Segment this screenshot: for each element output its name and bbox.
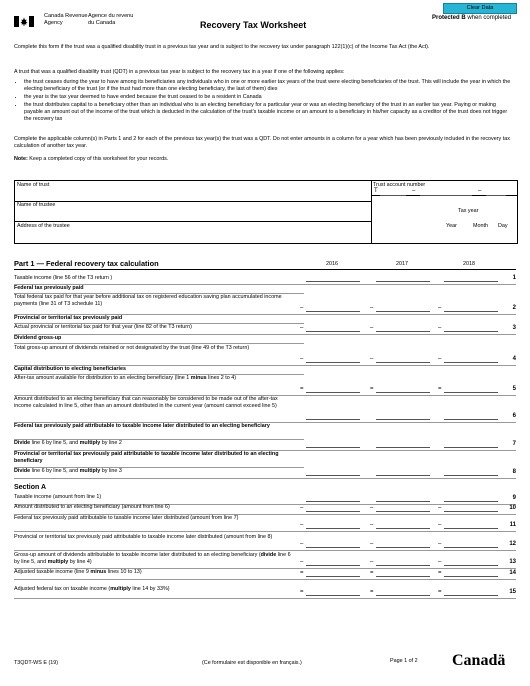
operator-sign: – xyxy=(438,356,442,362)
row-label: Federal tax previously paid attributable to taxable income later distributed (amount from line 7) xyxy=(14,515,239,521)
line-number: 13 xyxy=(509,559,516,565)
row-label: Total gross-up amount of dividends retained or not designated by the trust (line 49 of the T3 return) xyxy=(14,345,250,351)
operator-sign: = xyxy=(300,570,304,576)
name-of-trustee-input[interactable] xyxy=(15,209,369,219)
amount-input[interactable] xyxy=(306,392,360,393)
line-number: 7 xyxy=(512,441,516,447)
amount-input[interactable] xyxy=(444,547,498,548)
row-heading: Capital distribution to electing beneficiaries xyxy=(14,366,127,372)
amount-input[interactable] xyxy=(376,565,430,566)
amount-input[interactable] xyxy=(376,447,430,448)
amount-input[interactable] xyxy=(376,475,430,476)
amount-input[interactable] xyxy=(444,511,498,512)
operator-sign: – xyxy=(438,541,442,547)
operator-sign: – xyxy=(300,356,304,362)
amount-input[interactable] xyxy=(306,547,360,548)
protected-label: Protected B when completed xyxy=(432,15,512,21)
operator-sign: – xyxy=(438,559,442,565)
intro-bullet: • the trust ceases during the year to have among its beneficiaries any individuals who in one or more earlier tax years of the trust were electing beneficiaries of the trust. This will include the year in which the electing beneficiary of the trust (or if the trust had more than one electing beneficiary, the last of them) dies xyxy=(24,79,516,93)
trust-account-label: Trust account number xyxy=(373,182,426,188)
amount-input[interactable] xyxy=(376,501,430,502)
amount-input[interactable] xyxy=(306,511,360,512)
amount-input[interactable] xyxy=(444,392,498,393)
agency-name-en: Canada Revenue Agency xyxy=(44,13,88,26)
amount-input[interactable] xyxy=(444,475,498,476)
trust-account-prefix: T xyxy=(374,188,378,194)
operator-sign: = xyxy=(370,570,374,576)
operator-sign: – xyxy=(370,522,374,528)
intro-bullet: • the year is the tax year deemed to have ended because the trust ceased to be a resident in Canada xyxy=(24,94,516,101)
amount-input[interactable] xyxy=(376,281,430,282)
row-heading: Dividend gross-up xyxy=(14,335,62,341)
operator-sign: – xyxy=(300,522,304,528)
operator-sign: – xyxy=(438,325,442,331)
amount-input[interactable] xyxy=(444,331,498,332)
row-label: Taxable income (line 56 of the T3 return ) xyxy=(14,275,113,281)
note: Note: Keep a completed copy of this worksheet for your records. xyxy=(14,156,169,162)
operator-sign: = xyxy=(438,570,442,576)
amount-input[interactable] xyxy=(444,281,498,282)
amount-input[interactable] xyxy=(376,528,430,529)
trust-account-input[interactable]: – – xyxy=(380,188,506,195)
row-heading: Federal tax previously paid attributable to taxable income later distributed to an electing beneficiary xyxy=(14,423,270,429)
amount-input[interactable] xyxy=(376,331,430,332)
amount-input[interactable] xyxy=(306,475,360,476)
amount-input[interactable] xyxy=(376,511,430,512)
row-label: Divide line 6 by line 5, and multiply by line 2 xyxy=(14,440,122,446)
amount-input[interactable] xyxy=(306,311,360,312)
amount-input[interactable] xyxy=(306,447,360,448)
day-label: Day xyxy=(498,223,508,229)
amount-input[interactable] xyxy=(376,392,430,393)
agency-name-fr: Agence du revenu du Canada xyxy=(88,13,134,26)
row-divider xyxy=(14,550,516,551)
amount-input[interactable] xyxy=(444,595,498,596)
row-divider xyxy=(14,343,304,344)
year-column-header: 2017 xyxy=(396,261,408,267)
amount-input[interactable] xyxy=(444,528,498,529)
line-number: 1 xyxy=(512,275,516,281)
tax-year-date-input[interactable] xyxy=(440,230,514,240)
row-label: Actual provincial or territorial tax paid for that year (line 82 of the T3 return) xyxy=(14,324,192,330)
operator-sign: = xyxy=(438,386,442,392)
address-label: Address of the trustee xyxy=(17,223,70,229)
row-label: Taxable income (amount from line 1) xyxy=(14,494,102,500)
line-number: 15 xyxy=(509,589,516,595)
operator-sign: = xyxy=(300,589,304,595)
amount-input[interactable] xyxy=(306,331,360,332)
row-label: After-tax amount available for distribution to an electing beneficiary (line 1 minus lines 2 to 4) xyxy=(14,375,237,381)
amount-input[interactable] xyxy=(444,576,498,577)
french-availability: (Ce formulaire est disponible en français.) xyxy=(202,660,302,666)
line-number: 9 xyxy=(512,495,516,501)
row-heading: Provincial or territorial tax previously paid attributable to taxable income later distributed to an electing beneficiary xyxy=(14,451,279,464)
amount-input[interactable] xyxy=(306,595,360,596)
amount-input[interactable] xyxy=(444,311,498,312)
row-label: Gross-up amount of dividends attributable to taxable income later distributed to an electing beneficiary (divide line 6 by line 5, and multiply by line 4) xyxy=(14,552,291,565)
operator-sign: – xyxy=(370,305,374,311)
operator-sign: – xyxy=(438,305,442,311)
line-number: 4 xyxy=(512,356,516,362)
row-divider xyxy=(14,598,516,599)
row-label: Amount distributed to an electing beneficiary (amount from line 6) xyxy=(14,504,170,510)
canada-flag-icon xyxy=(14,14,34,25)
intro-bullet: • the trust distributes capital to a beneficiary other than an individual who is an electing beneficiary for a particular year or was an electing beneficiary of the trust in an earlier tax year. Paying or making payable an amount out of the income of the trust which is deducted in the calculation of the trust's taxable income or an amount to a beneficiary in his/her capacity as a creditor of the trust does not trigger the recovery tax xyxy=(24,102,516,123)
line-number: 8 xyxy=(512,469,516,475)
operator-sign: – xyxy=(370,559,374,565)
row-divider xyxy=(14,579,516,580)
operator-sign: = xyxy=(370,589,374,595)
amount-input[interactable] xyxy=(376,311,430,312)
row-label: Provincial or territorial tax previously paid attributable to taxable income later distributed (amount from line 8) xyxy=(14,534,273,540)
row-label: Divide line 6 by line 5, and multiply by line 3 xyxy=(14,468,122,474)
operator-sign: – xyxy=(300,325,304,331)
operator-sign: – xyxy=(370,325,374,331)
line-number: 14 xyxy=(509,570,516,576)
operator-sign: – xyxy=(300,559,304,565)
operator-sign: – xyxy=(300,505,304,511)
row-heading: Provincial or territorial tax previously paid xyxy=(14,315,123,321)
line-number: 11 xyxy=(509,522,516,528)
row-label: Total federal tax paid for that year before additional tax on registered education saving plan accumulated income payments (line 31 of T3 schedule 11) xyxy=(14,294,282,307)
amount-input[interactable] xyxy=(444,501,498,502)
name-of-trustee-label: Name of trustee xyxy=(17,202,56,208)
amount-input[interactable] xyxy=(376,576,430,577)
operator-sign: = xyxy=(438,589,442,595)
amount-input[interactable] xyxy=(306,528,360,529)
intro-paragraph-1: Complete this form if the trust was a qualified disability trust in a previous tax year and is subject to the recovery tax under paragraph 122(1)(c) of the Income Tax Act (the Act). xyxy=(14,44,430,50)
line-number: 2 xyxy=(512,305,516,311)
intro-paragraph-2: A trust that was a qualified disability trust (QDT) in a previous tax year is subject to the recovery tax in a year if one of the following applies: xyxy=(14,69,345,75)
address-input[interactable] xyxy=(15,230,369,240)
operator-sign: – xyxy=(300,305,304,311)
tax-year-label: Tax year xyxy=(458,208,479,214)
row-label: Amount distributed to an electing beneficiary that can reasonably be considered to be made out of the after-tax income calculated in line 5, other than an amount distributed in the current year (amount cannot exceed line 5) xyxy=(14,396,278,409)
amount-input[interactable] xyxy=(376,595,430,596)
intro-bullet-list xyxy=(14,79,516,124)
year-label: Year xyxy=(446,223,457,229)
name-of-trust-label: Name of trust xyxy=(17,182,50,188)
name-of-trust-input[interactable] xyxy=(15,189,369,199)
clear-data-button[interactable]: Clear Data xyxy=(443,3,517,14)
line-number: 12 xyxy=(509,541,516,547)
row-divider xyxy=(14,478,516,479)
amount-input[interactable] xyxy=(306,281,360,282)
amount-input[interactable] xyxy=(444,362,498,363)
part1-title: Part 1 — Federal recovery tax calculation xyxy=(14,259,159,268)
amount-input[interactable] xyxy=(306,565,360,566)
amount-input[interactable] xyxy=(444,565,498,566)
amount-input[interactable] xyxy=(444,419,498,420)
operator-sign: – xyxy=(438,522,442,528)
line-number: 3 xyxy=(512,325,516,331)
year-column-header: 2016 xyxy=(326,261,338,267)
month-label: Month xyxy=(473,223,488,229)
amount-input[interactable] xyxy=(306,501,360,502)
page-title: Recovery Tax Worksheet xyxy=(200,20,307,30)
page-number: Page 1 of 2 xyxy=(390,658,418,664)
operator-sign: – xyxy=(370,541,374,547)
operator-sign: – xyxy=(370,356,374,362)
amount-input[interactable] xyxy=(376,547,430,548)
intro-paragraph-3: Complete the applicable column(s) in Parts 1 and 2 for each of the previous tax year(s) the trust was a QDT. Do not enter amounts in a column for a year which has been previously included in the recovery tax calculation of another tax year. xyxy=(14,136,510,149)
operator-sign: = xyxy=(300,386,304,392)
row-label: Adjusted federal tax on taxable income (multiply line 14 by 33%) xyxy=(14,586,170,592)
row-divider xyxy=(14,531,516,532)
operator-sign: – xyxy=(300,541,304,547)
form-code: T3QDT-WS E (19) xyxy=(14,660,59,666)
operator-sign: – xyxy=(370,505,374,511)
line-number: 6 xyxy=(512,413,516,419)
operator-sign: = xyxy=(370,386,374,392)
line-number: 5 xyxy=(512,386,516,392)
amount-input[interactable] xyxy=(306,576,360,577)
year-column-header: 2018 xyxy=(463,261,475,267)
row-heading: Federal tax previously paid xyxy=(14,285,84,291)
amount-input[interactable] xyxy=(306,419,360,420)
amount-input[interactable] xyxy=(376,419,430,420)
line-number: 10 xyxy=(509,505,516,511)
section-a-title: Section A xyxy=(14,484,47,491)
amount-input[interactable] xyxy=(444,447,498,448)
amount-input[interactable] xyxy=(376,362,430,363)
row-label: Adjusted taxable income (line 9 minus lines 10 to 13) xyxy=(14,569,142,575)
amount-input[interactable] xyxy=(306,362,360,363)
canada-wordmark: Canadä xyxy=(452,652,506,669)
operator-sign: – xyxy=(438,505,442,511)
